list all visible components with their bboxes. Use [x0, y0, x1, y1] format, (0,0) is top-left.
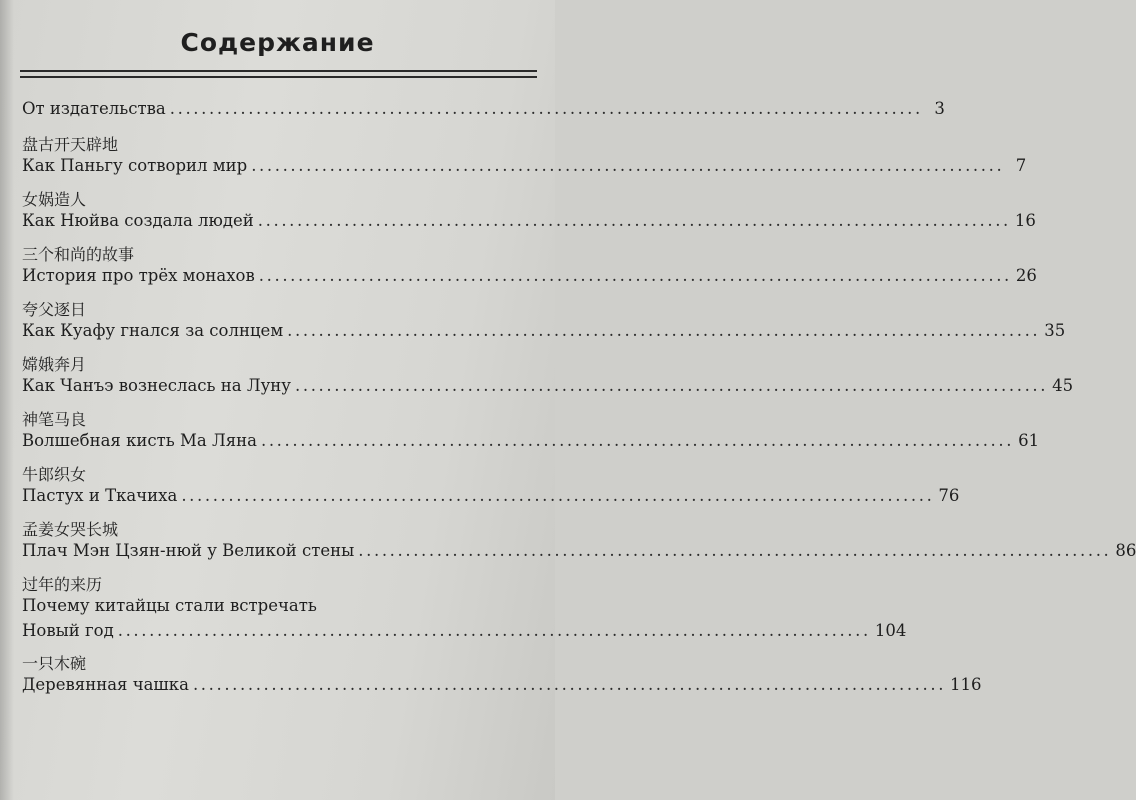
toc-chinese-title: 女娲造人 — [22, 190, 87, 209]
toc-chinese-title: 神笔马良 — [22, 410, 87, 429]
toc-row — [22, 375, 1074, 397]
toc-page-number: 35 — [1044, 321, 1066, 340]
toc-page-number: 61 — [1018, 431, 1040, 450]
title-rule-top — [20, 70, 537, 72]
leader-dots: ................................................................................................ — [181, 486, 935, 505]
toc-chinese-title: 过年的来历 — [22, 575, 103, 594]
toc-row — [22, 620, 907, 642]
toc-page-number: 26 — [1015, 266, 1037, 285]
leader-dots: ................................................................................................ — [287, 321, 1041, 340]
toc-title: Деревянная чашка — [22, 675, 189, 694]
toc-row — [22, 210, 1036, 232]
toc-title-line1: Почему китайцы стали встречать — [22, 596, 317, 615]
toc-title: Как Куафу гнался за солнцем — [22, 321, 284, 340]
page-gutter-shadow — [0, 0, 14, 800]
toc-title: Как Чанъэ вознеслась на Луну — [22, 376, 292, 395]
leader-dots: ................................................................................................ — [295, 376, 1049, 395]
toc-title: Волшебная кисть Ма Ляна — [22, 431, 257, 450]
toc-row — [22, 320, 1066, 342]
toc-chinese-title: 一只木碗 — [22, 654, 87, 673]
toc-title: Как Паньгу сотворил мир — [22, 156, 248, 175]
leader-dots: ................................................................................................ — [251, 156, 1005, 175]
toc-row — [22, 98, 945, 120]
toc-title: От издательства — [22, 99, 166, 118]
toc-page-number: 16 — [1014, 211, 1036, 230]
toc-title: История про трёх монахов — [22, 266, 255, 285]
toc-row — [22, 485, 960, 507]
toc-chinese-title: 嫦娥奔月 — [22, 355, 87, 374]
toc-chinese-title: 三个和尚的故事 — [22, 245, 135, 264]
toc-page-number: 76 — [938, 486, 960, 505]
toc-row — [22, 430, 1040, 452]
leader-dots: ................................................................................................ — [257, 211, 1011, 230]
leader-dots: ................................................................................................ — [258, 266, 1012, 285]
title-rule-bottom — [20, 76, 537, 78]
leader-dots: ................................................................................................ — [358, 541, 1112, 560]
toc-row — [22, 155, 1027, 177]
toc-page-number: 86 — [1115, 541, 1136, 560]
toc-title: Новый год — [22, 621, 114, 640]
toc-page-number: 3 — [934, 99, 945, 118]
leader-dots: ................................................................................................ — [169, 99, 923, 118]
toc-page-number: 45 — [1052, 376, 1074, 395]
toc-row — [22, 674, 982, 696]
toc-chinese-title: 孟姜女哭长城 — [22, 520, 119, 539]
toc-chinese-title: 夸父逐日 — [22, 300, 87, 319]
toc-title: Как Нюйва создала людей — [22, 211, 254, 230]
toc-chinese-title: 盘古开天辟地 — [22, 135, 119, 154]
toc-title: Пастух и Ткачиха — [22, 486, 178, 505]
leader-dots: ................................................................................................ — [117, 621, 871, 640]
leader-dots: ................................................................................................ — [260, 431, 1015, 450]
leader-dots: ................................................................................................ — [192, 675, 947, 694]
toc-page-number: 104 — [874, 621, 907, 640]
toc-title: Плач Мэн Цзян-нюй у Великой стены — [22, 541, 355, 560]
toc-page-number: 116 — [950, 675, 982, 694]
page-title: Содержание — [180, 28, 375, 57]
toc-chinese-title: 牛郎织女 — [22, 465, 87, 484]
toc-row — [22, 265, 1037, 287]
toc-page-number: 7 — [1015, 156, 1027, 175]
toc-row — [22, 540, 1136, 562]
